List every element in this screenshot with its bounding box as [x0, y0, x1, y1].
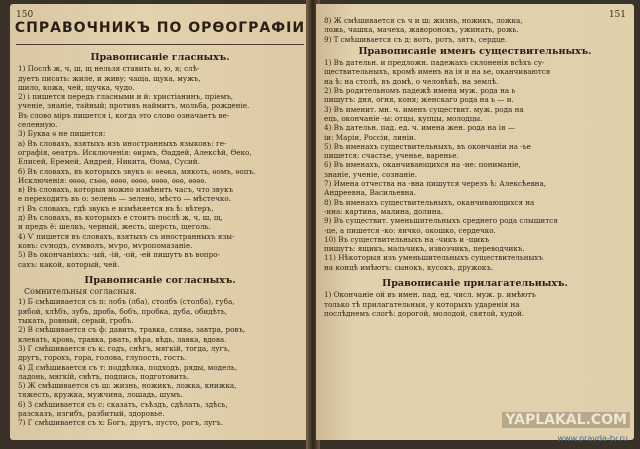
- text-line: 3) Въ именит. мн. ч. именъ существит. муж. рода на: [324, 104, 524, 114]
- section-adjectives-body: [324, 290, 626, 318]
- section-title-adjectives: Правописаніе прилагательныхъ.: [382, 278, 568, 290]
- text-line: 4) Въ дательн. пад. ед. ч. имена жен. рода на ія —: [324, 123, 516, 133]
- text-line: 3) Буква ѳ не пишется:: [18, 129, 106, 139]
- text-line: пишется: счастье, ученье, варенье.: [324, 151, 459, 161]
- watermark-text: YAPLAKAL.COM: [502, 412, 630, 428]
- text-line: клевать, кровь, травка, рвать, вѣра, вѣдь, лавка, вдова.: [18, 334, 227, 344]
- text-line: ществительныхъ, кромѣ именъ на ія и на ье, оканчиваются: [324, 67, 551, 77]
- text-line: іи: Маріи, Россіи, линіи.: [324, 132, 417, 142]
- text-line: 10) Въ существительныхъ на -чикъ и -щикъ: [324, 234, 490, 244]
- text-line: 8) Ж смѣшивается съ ч и ш: жизнь, ножикъ, ложка,: [324, 16, 523, 25]
- left-page: [10, 4, 310, 440]
- header-rule: [16, 44, 304, 45]
- text-line: Елисей, Еремей, Андрей, Никита, Ѳома, Сусий.: [18, 157, 200, 167]
- text-line: знаніе, ученіе, сознаніе.: [324, 169, 418, 179]
- running-head: СПРАВОЧНИКЪ ПО ОРѲОГРАФІИ: [14, 20, 306, 36]
- right-page: [316, 4, 634, 440]
- subsection-doubtful-consonants: Сомнительныя согласныя.: [24, 287, 137, 297]
- text-line: -ина: картина, малина, долина.: [324, 206, 444, 216]
- section-vowels-body: [18, 64, 302, 269]
- text-line: рябой, хлѣбъ, зубъ, дробь, бобъ, пробка, дуба, обидѣть,: [18, 306, 228, 316]
- text-line: б) Въ словахъ, въ которыхъ звукъ ѳ: ѳеѳка, мякоть, ѳомъ, ѳопъ.: [18, 166, 256, 176]
- text-line: 2) і пишется передъ гласными и й: христіанинъ, пріемъ,: [18, 92, 234, 102]
- text-line: на ѣ: на столѣ, въ домѣ, о человѣкѣ, на землѣ.: [324, 76, 499, 86]
- text-line: 1) Б смѣшивается съ п: лобъ (лба), столбъ (столба), губа,: [18, 297, 235, 307]
- text-line: 9) Т смѣшивается съ д: вотъ, ротъ, зятъ, сердце.: [324, 34, 508, 44]
- text-line: 2) Въ родительномъ падежѣ имена муж. рода на ь: [324, 86, 516, 96]
- text-line: послѣднемъ слогѣ: дорогой, молодой, святой, худой.: [324, 308, 525, 318]
- text-line: 4) Ѵ пишется въ словахъ, взятыхъ съ иностранныхъ язы-: [18, 231, 235, 241]
- text-line: 1) Послѣ ж, ч, ш, щ нельзя ставить ы, ю, я; слѣ-: [18, 64, 200, 74]
- section-consonants-body: [18, 297, 302, 427]
- text-line: Исключенія: ѳѳѳѳ, съѳѳ, ѳѳѳѳ, ѳѳѳѳ, ѳѳѳѳ, ѳѳѳ, ѳѳѳѳ.: [18, 175, 207, 185]
- text-line: шило, кожа, чей, щучка, чудо.: [18, 82, 135, 92]
- right-text-block: [324, 16, 626, 318]
- text-line: сахъ: какой, который, чей.: [18, 259, 120, 269]
- text-line: 9) Въ существит. уменьшительныхъ среднего рода слышится: [324, 216, 558, 226]
- text-line: ографія, ѳеатръ. Исключенія: ѳирмъ, Ѳаддей, Алексѣй, Ѳеко,: [18, 147, 252, 157]
- section-title-consonants: Правописаніе согласныхъ.: [84, 274, 236, 286]
- text-line: пишутъ: ящикъ, мальчикъ, извозчикъ, переводчикъ.: [324, 244, 525, 254]
- text-line: 5) Въ окончаніяхъ: -ый, -ій, -ой, -ей пишутъ въ вопро-: [18, 250, 220, 260]
- text-line: ложь, чашка, мачеха, жаворонокъ, ужинать, рожь.: [324, 25, 519, 35]
- text-line: д) Въ словахъ, въ которыхъ е стоитъ послѣ ж, ч, ш, щ,: [18, 213, 223, 223]
- text-line: пишутъ: дня, огня, коня; женскаго рода на ь — и.: [324, 95, 514, 105]
- text-line: другъ, горохъ, гора, голова, глупость, гость.: [18, 353, 187, 363]
- text-line: 5) Ж смѣшивается съ ш: жизнь, ножикъ, ложка, книжка,: [18, 381, 237, 391]
- page-number-right: 151: [608, 10, 626, 20]
- text-line: тыкать, ровный, серый, гробъ.: [18, 316, 134, 326]
- text-line: Андреевна, Васильевна.: [324, 188, 416, 198]
- text-line: е переходитъ въ о: зелень — зелено, мѣсто — мѣстечко.: [18, 194, 231, 204]
- continued-rules: [324, 16, 626, 44]
- text-line: тяжесть, кружка, мужчина, лошадь, шумъ.: [18, 390, 183, 400]
- text-line: ковъ: сѵнодъ, сѵмволъ, мѵро, мѵропомазаніе.: [18, 240, 193, 250]
- text-line: 6) Въ именахъ, оканчивающихся на -ие: пониманіе,: [324, 160, 521, 170]
- text-line: 7) Имена отчества на -вна пишутся черезъ ѣ: Алексѣевна,: [324, 179, 547, 189]
- left-text-block: [18, 50, 302, 428]
- text-line: 1) Окончаніе ой въ имен. пад. ед. числ. муж. р. имѣютъ: [324, 290, 536, 300]
- text-line: 4) Д смѣшивается съ т: поддѣлка, подходъ, ряды, модель,: [18, 362, 238, 372]
- watermark-url: www.pravda-tv.ru: [557, 434, 628, 443]
- section-title-vowels: Правописаніе гласныхъ.: [90, 52, 230, 63]
- text-line: 5) Въ именахъ существительныхъ, въ окончаніи на -ье: [324, 141, 531, 151]
- section-title-nouns: Правописаніе именъ существительныхъ.: [358, 45, 592, 57]
- text-line: 7) Г смѣшивается съ х: Богъ, другъ, пусто, рогъ, лугъ.: [18, 418, 224, 428]
- text-line: разсказъ, изгибъ, разбитый, здоровье.: [18, 408, 165, 418]
- text-line: г) Въ словахъ, гдѣ звукъ е измѣняется въ ѣ: вѣтеръ,: [18, 203, 214, 213]
- text-line: 3) Г смѣшивается съ к: годъ, снѣгъ, мягкій, тогда, лугъ,: [18, 343, 231, 353]
- text-line: селенную.: [18, 120, 58, 130]
- text-line: дуетъ писать: жиле, и живу; чаща, щука, мужъ,: [18, 73, 201, 83]
- text-line: ученіе, знаніе, тайный; противъ наймитъ, мольба, рожденіе.: [18, 101, 250, 111]
- text-line: -це, а пишется -ко: яичко, окошко, сердечко.: [324, 225, 496, 235]
- text-line: Въ слово міръ пишется і, когда это слово означаетъ ве-: [18, 110, 230, 120]
- text-line: а) Въ словахъ, взятыхъ изъ иностранныхъ языковъ: ге-: [18, 138, 227, 148]
- text-line: ладонь, мягкій, свѣтъ, подпись, подготовить.: [18, 371, 190, 381]
- text-line: 1) Въ дательн. и предложн. падежахъ склоненія всѣхъ су-: [324, 58, 545, 68]
- text-line: 11) Нѣкоторыя изъ уменьшительныхъ существительныхъ: [324, 253, 543, 263]
- text-line: только тѣ прилагательныя, у которыхъ ударенія на: [324, 299, 520, 309]
- text-line: 2) В смѣшивается съ ф: давить, травка, слива, завтра, ровъ,: [18, 325, 246, 335]
- section-nouns-body: [324, 58, 626, 272]
- text-line: ець, окончаніе -ы: отцы, купцы, молодцы.: [324, 113, 483, 123]
- page-number-left: 150: [16, 10, 34, 20]
- text-line: в) Въ словахъ, которыя можно измѣнить часъ, что звукъ: [18, 185, 234, 195]
- text-line: 6) З смѣшивается съ с: сказать, съѣздъ, сдѣлать, здѣсь,: [18, 399, 228, 409]
- text-line: на концѣ имѣютъ: сынокъ, кусокъ, дружокъ.: [324, 262, 494, 272]
- watermark: [465, 412, 630, 443]
- text-line: 8) Въ именахъ существительныхъ, оканчивающихся на: [324, 197, 535, 207]
- text-line: и предъ ё: шелкъ, черный, жесть, шерсть, щеголь.: [18, 222, 211, 232]
